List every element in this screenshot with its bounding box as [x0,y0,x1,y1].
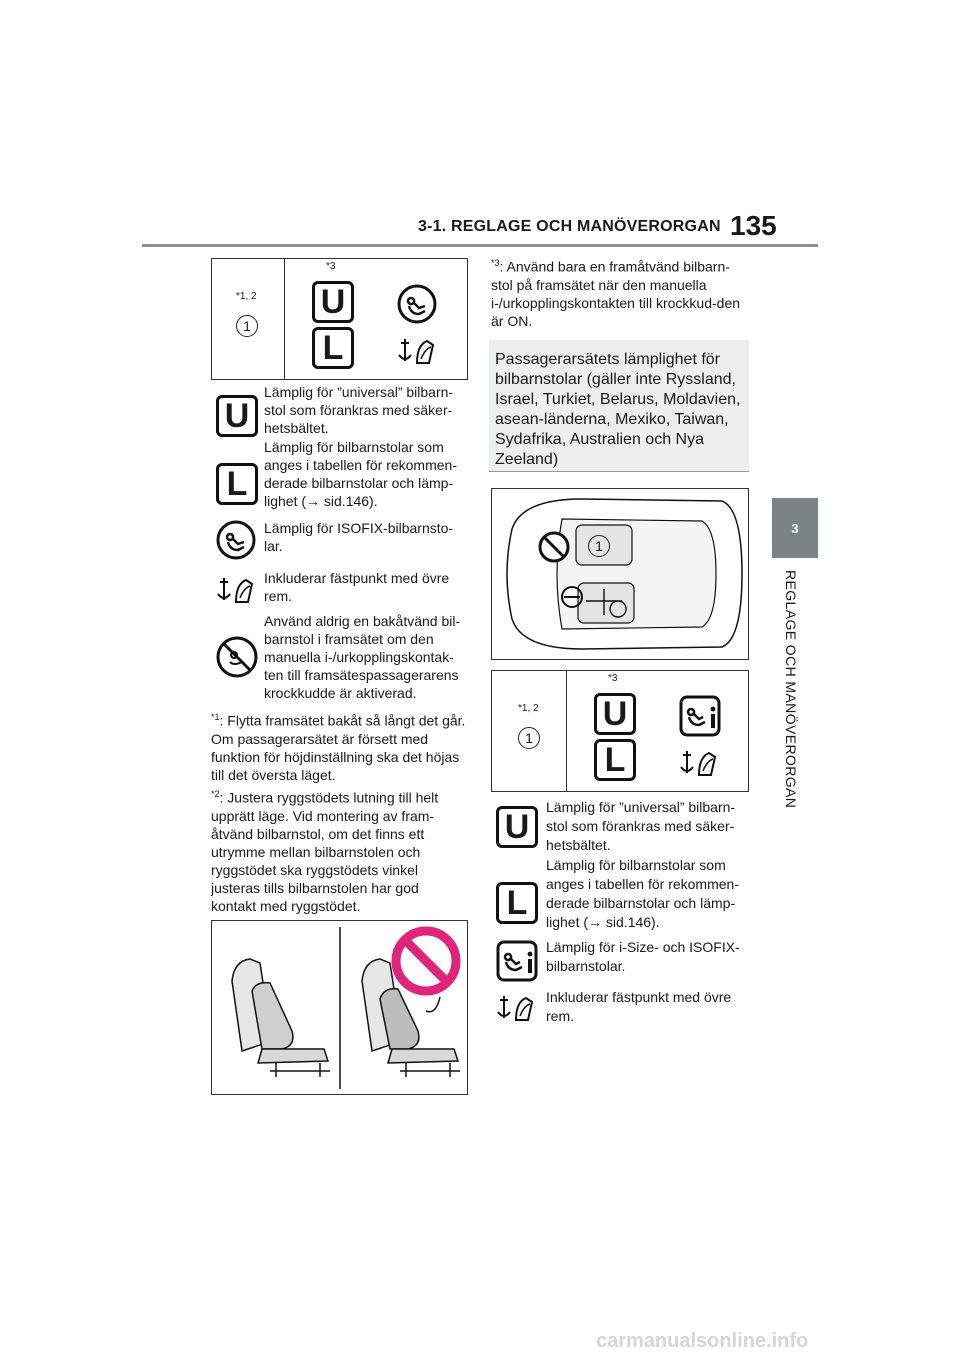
footnote-1: $^{*1}$: Flytta framsätet bakåt så långt det går. Om passagerarsätet är försett med funktion för höjdinställning ska det höjas till det översta läget. [211,712,466,783]
footnote-1-text: Flytta framsätet bakåt så långt det går. Om passagerarsätet är försett med funktion för höjdinställning ska det höjas till det översta läget. [211,712,466,783]
right-legend-tether-text: Inkluderar fästpunkt med övre rem. [546,989,732,1024]
right-listed-l-icon: L [594,739,636,781]
left-table-col1-note: *1, 2 [236,291,257,302]
footnote-2: $^{*2}$: Justera ryggstödets lutning till helt upprätt läge. Vid montering av fram-åtvänd bilbarnstol, om det finns ett utrymme mellan bilbarnstolen och ryggstödet ska ryggstödets vinkel justeras tills bilbarnstolen har god kontakt med ryggstödet. [211,789,439,914]
section-title: 3-1. REGLAGE OCH MANÖVERORGAN [418,218,721,235]
footnote-3-mark: *3 [491,258,500,268]
universal-u-icon: U [312,281,354,323]
footnote-2-text: Justera ryggstödets lutning till helt upprätt läge. Vid montering av fram-åtvänd bilbarnstol, om det finns ett utrymme mellan bilbarnstolen och ryggstödet ska ryggstödets vinkel justeras tills bilbarnstolen har god kontakt med ryggstödet. [211,789,439,914]
top-tether-anchor-icon [395,331,441,371]
legend-tether-icon [214,570,260,610]
right-universal-u-icon: U [594,693,636,735]
legend-universal-u-icon: U [216,395,258,437]
diagram-seat-number: 1 [588,535,610,557]
right-table-col1-note: *1, 2 [518,703,539,714]
footnote-1-mark: *1 [211,712,220,722]
suitability-heading: Passagerarsätets lämplighet för bilbarnstolar (gäller inte Ryssland, Israel, Turkiet, Belarus, Moldavien, asean-länderna, Mexiko, Taiwan, Sydafrika, Australien och Nya Zeeland) [489,340,749,472]
right-legend-universal-text: Lämplig för ”universal” bilbarn-stol som förankras med säker-hetsbältet. [546,799,736,853]
legend-never-text: Använd aldrig en bakåtvänd bil-barnstol i framsätet om den manuella i-/urkopplingskontak-ten till framsätespassagerarens krockkudde är aktiverad. [264,613,461,701]
legend-listed-text: Lämplig för bilbarnstolar som anges i tabellen för rekommen-derade bilbarnstolar och lämp-lighet (→ sid.146). [264,439,457,509]
isofix-icon [397,284,437,324]
right-legend-isize-text: Lämplig för i-Size- och ISOFIX-bilbarnstolar. [546,939,740,974]
seat-number-badge: 1 [236,315,258,337]
listed-l-icon: L [312,327,354,369]
right-seat-number-badge: 1 [518,727,540,749]
no-rear-facing-icon [216,636,258,678]
legend-universal-text: Lämplig för ”universal” bilbarn-stol som förankras med säker-hetsbältet. [264,384,454,436]
car-top-view-diagram [491,488,749,660]
footnote-3-text: Använd bara en framåtvänd bilbarn-stol på framsätet när den manuella i-/urkopplingskontakten till krockkud-den är ON. [491,258,741,329]
left-table-col2-note: *3 [326,261,336,272]
footnote-2-mark: *2 [211,789,220,799]
watermark: carmanualsonline.info [596,1330,809,1352]
right-legend-tether-icon [494,988,540,1028]
right-legend-isize-icon [496,940,540,982]
page-number: 135 [730,210,777,241]
right-suitability-table [491,670,749,792]
right-table-col2-note: *3 [608,673,618,684]
footnote-3: $^{*3}$: Använd bara en framåtvänd bilbarn-stol på framsätet när den manuella i-/urkopplingskontakten till krockkud-den är ON. [491,258,741,329]
right-legend-listed-text: Lämplig för bilbarnstolar som anges i tabellen för rekommen-derade bilbarnstolar och lämp-lighet (→ sid.146). [546,857,739,930]
chapter-side-title: REGLAGE OCH MANÖVERORGAN [783,570,799,809]
seat-adjustment-illustration [211,920,468,1095]
legend-listed-l-icon: L [216,463,258,505]
right-legend-listed-l-icon: L [496,882,538,924]
left-suitability-table [211,258,468,380]
header-rule [142,244,818,247]
right-top-tether-anchor-icon [677,743,723,783]
isize-isofix-icon [679,695,723,737]
chapter-tab[interactable]: 3 [772,498,818,558]
right-legend-universal-u-icon: U [496,806,538,848]
legend-tether-text: Inkluderar fästpunkt med övre rem. [264,570,450,604]
legend-isofix-text: Lämplig för ISOFIX-bilbarnsto-lar. [264,520,454,554]
legend-isofix-icon [216,520,256,560]
